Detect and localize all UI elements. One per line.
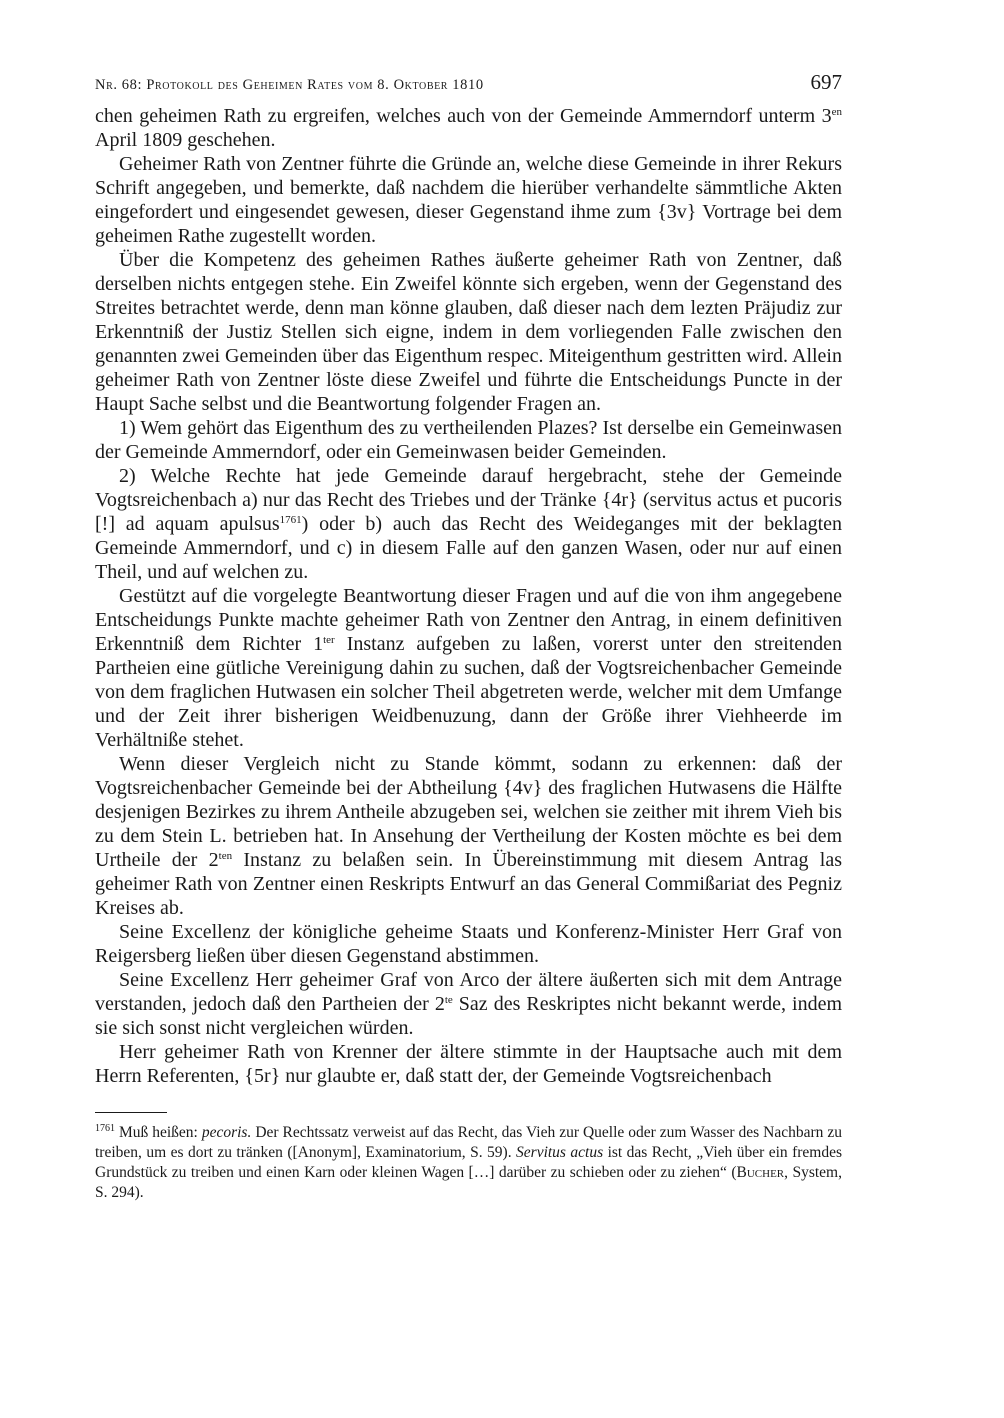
superscript: ter xyxy=(323,634,335,646)
paragraph: 1) Wem gehört das Eigenthum des zu vertheilenden Plazes? Ist derselbe ein Gemeinwasen der Gemeinde Ammerndorf, oder ein Gemeinwasen beider Gemeinden. xyxy=(95,417,842,463)
text-run: ist das Recht, „Vieh über ein fremdes Grundstück zu treiben und einen Karn oder kleinen Wagen […] darüber zu schieben oder zu ziehen“ ( xyxy=(95,1144,843,1181)
footnote-number: 1761 xyxy=(95,1123,115,1134)
footnote-reference[interactable]: 1761 xyxy=(279,514,302,526)
text-run: Instanz zu belaßen sein. In Übereinstimmung mit diesem Antrag las geheimer Rath von Zentner einen Reskripts Entwurf an das General Commißariat des Pegniz Kreises ab. xyxy=(95,849,842,919)
running-head xyxy=(95,70,842,104)
text-run: Instanz aufgeben zu laßen, vorerst unter den streitenden Partheien eine gütliche Vereinigung dahin zu suchen, daß der Vogtsreichenbacher Gemeinde von dem fraglichen Hutwasen ein solcher Theil abgetreten werde, welcher mit dem Umfange und der Zeit ihrer bisherigen Weidbenuzung, dann der Größe ihrer Viehheerde im Verhältniße stehet. xyxy=(95,633,843,751)
footnote xyxy=(95,1123,842,1203)
body-text xyxy=(95,104,842,1088)
paragraph: Herr geheimer Rath von Krenner der ältere stimmte in der Hauptsache auch mit dem Herrn Referenten, {5r} nur glaubte er, daß statt der, der Gemeinde Vogtsreichenbach xyxy=(95,1041,842,1087)
text-run: April 1809 geschehen. xyxy=(95,129,276,151)
text-run: Seine Excellenz Herr geheimer Graf von Arco der ältere äußerten sich mit dem Antrage verstanden, jedoch daß den Partheien der 2 xyxy=(95,969,842,1015)
running-title: Nr. 68: Protokoll des Geheimen Rates vom 8. Oktober 1810 xyxy=(95,77,484,93)
page-number: 697 xyxy=(810,70,842,94)
paragraph: Über die Kompetenz des geheimen Rathes äußerte geheimer Rath von Zentner, daß derselben nichts entgegen stehe. Ein Zweifel könnte sich ergeben, wenn der Gegenstand des Streites betrachtet werde, denn man könne glauben, daß dieser nach dem lezten Präjudiz zur Erkenntniß der Justiz Stellen sich eigne, indem in dem vorliegenden Falle zwischen den genannten zwei Gemeinden über das Eigenthum respec. Miteigenthum gestritten wird. Allein geheimer Rath von Zentner löste diese Zweifel und führte die Entscheidungs Puncte in der Haupt Sache selbst und die Beantwortung folgender Fragen an. xyxy=(95,249,842,415)
text-run: Der Rechtssatz verweist auf das Recht, das Vieh zur Quelle oder zum Wasser des Nachbarn zu treiben, um es dort zu tränken ([Anonym], Examinatorium, S. 59). xyxy=(95,1124,842,1161)
paragraph xyxy=(95,104,842,152)
paragraph: Seine Excellenz der königliche geheime Staats und Konferenz-Minister Herr Graf von Reigersberg ließen über diesen Gegenstand abstimmen. xyxy=(95,921,842,967)
paragraph xyxy=(95,968,842,1040)
footnotes xyxy=(95,1123,842,1203)
text-run: Wenn dieser Vergleich nicht zu Stande kömmt, sodann zu erkennen: daß der Vogtsreichenbacher Gemeinde bei der Abtheilung {4v} des fraglichen Hutwasens die Hälfte desjenigen Bezirkes zu ihrem Antheile abzugeben sei, welchen sie zeither mit ihrem Vieh bis zu dem Stein L. betrieben hat. In Ansehung der Vertheilung der Kosten möchte es bei dem Urtheile der 2 xyxy=(95,753,842,871)
text-run: , System, S. 294). xyxy=(95,1164,842,1201)
document-page xyxy=(95,70,842,1203)
superscript: ten xyxy=(218,850,233,862)
text-run: 2) Welche Rechte hat jede Gemeinde darauf hergebracht, stehe der Gemeinde Vogtsreichenbach a) nur das Recht des Triebes und der Tränke {4r} (servitus actus et pucoris [!] ad aquam apulsus xyxy=(95,465,842,535)
italic-text: Servitus actus xyxy=(516,1144,604,1161)
superscript: te xyxy=(444,994,453,1006)
text-run: Gestützt auf die vorgelegte Beantwortung dieser Fragen und auf die von ihm angegebene Entscheidungs Punkte machte geheimer Rath von Zentner den Antrag, in einem definitiven Erkenntniß dem Richter 1 xyxy=(95,585,842,655)
text-run: chen geheimen Rath zu ergreifen, welches auch von der Gemeinde Ammerndorf unterm 3 xyxy=(95,105,832,127)
text-run: Saz des Reskriptes nicht bekannt werde, indem sie sich sonst nicht vergleichen würden. xyxy=(95,993,843,1039)
paragraph xyxy=(95,464,842,584)
paragraph xyxy=(95,584,842,752)
author-name: Bucher xyxy=(736,1164,785,1181)
italic-text: pecoris. xyxy=(201,1124,252,1141)
text-run: ) oder b) auch das Recht des Weideganges mit der beklagten Gemeinde Ammerndorf, und c) in diesem Falle auf den ganzen Wasen, oder nur auf einen Theil, und auf welchen zu. xyxy=(95,513,843,583)
superscript: en xyxy=(831,106,842,118)
text-run: Muß heißen: xyxy=(115,1124,202,1141)
paragraph: Geheimer Rath von Zentner führte die Gründe an, welche diese Gemeinde in ihrer Rekurs Schrift angegeben, und bemerkte, daß nachdem die hierüber verhandelte sämmtliche Akten eingefordert und eingesendet gewesen, dieser Gegenstand ihme zum {3v} Vortrage bei dem geheimen Rathe zugestellt worden. xyxy=(95,153,842,247)
paragraph xyxy=(95,752,842,920)
footnote-divider xyxy=(95,1112,167,1113)
